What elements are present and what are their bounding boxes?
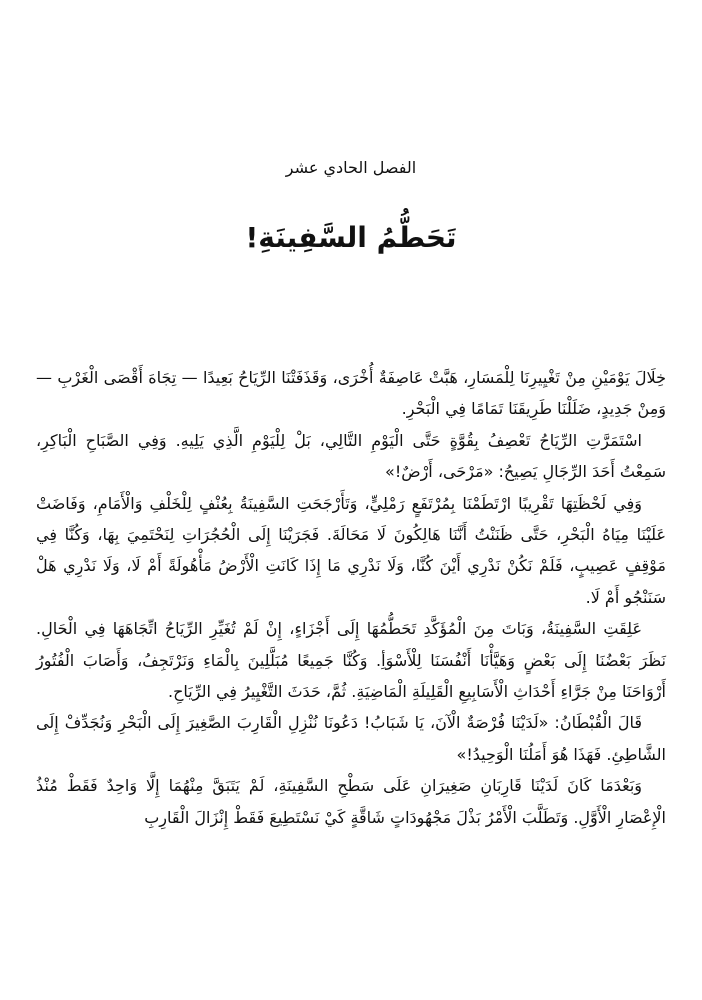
paragraph: قَالَ الْقُبْطَانُ: «لَدَيْنَا فُرْصَةٌ الْآنَ، يَا شَبَابُ! دَعُونَا نُنْزِلِ الْقَارِبَ الصَّغِيرَ إِلَى الْبَحْرِ وَنُجَدِّفْ إِلَى الشَّاطِئِ. فَهَذَا هُوَ أَمَلُنَا الْوَحِيدُ!»	[36, 713, 666, 764]
chapter-label: الفصل الحادي عشر	[285, 158, 417, 177]
chapter-title: تَحَطُّمُ السَّفِينَةِ!	[245, 221, 457, 254]
paragraph: وَفِي لَحْظَتِهَا تَقْرِيبًا ارْتَطَمْنَا بِمُرْتَفَعٍ رَمْلِيٍّ، وَتَأَرْجَحَتِ السَّفِينَةُ بِعُنْفٍ لِلْخَلْفِ وَالْأَمَامِ، وَفَاضَتْ عَلَيْنَا مِيَاهُ الْبَحْرِ، حَتَّى ظَنَنْتُ أَنَّنَا هَالِكُونَ لَا مَحَالَةَ. فَجَرَيْنَا إِلَى الْحُجُرَاتِ لِنَحْتَمِيَ بِهَا، وَكُنَّا فِي مَوْقِفٍ عَصِيبٍ، فَلَمْ نَكُنْ نَدْرِي أَيْنَ كُنَّا، وَلَا نَدْرِي مَا إِذَا كَانَتِ الْأَرْضُ مَأْهُولَةً أَمْ لَا، وَلَا نَدْرِي هَلْ سَنَنْجُو أَمْ لَا.	[36, 493, 666, 607]
paragraph: وَبَعْدَمَا كَانَ لَدَيْنَا قَارِبَانِ صَغِيرَانِ عَلَى سَطْحِ السَّفِينَةِ، لَمْ يَتَبَقَّ مِنْهُمَا إِلَّا وَاحِدٌ فَقَطْ مُنْذُ الْإِعْصَارِ الْأَوَّلِ. وَتَطَلَّبَ الْأَمْرُ بَذْلَ مَجْهُودَاتٍ شَاقَّةٍ كَيْ نَسْتَطِيعَ فَقَطْ إِنْزَالَ الْقَارِبِ	[36, 776, 666, 827]
paragraph: خِلَالَ يَوْمَيْنِ مِنْ تَغْيِيرِنَا لِلْمَسَارِ، هَبَّتْ عَاصِفَةٌ أُخْرَى، وَقَذَفَتْنَا الرِّيَاحُ بَعِيدًا — تِجَاهَ أَقْصَى الْغَرْبِ — وَمِنْ جَدِيدٍ، ضَلَلْنَا طَرِيقَنَا تَمَامًا فِي الْبَحْرِ.	[36, 368, 666, 419]
paragraph: عَلِقَتِ السَّفِينَةُ، وَبَاتَ مِنَ الْمُؤَكَّدِ تَحَطُّمُهَا إِلَى أَجْزَاءٍ، إِنْ لَمْ تُغَيِّرِ الرِّيَاحُ اتِّجَاهَهَا فِي الْحَالِ. نَظَرَ بَعْضُنَا إِلَى بَعْضٍ وَهَيَّأْنَا أَنْفُسَنَا لِلْأَسْوَأِ. وَكُنَّا جَمِيعًا مُبَلَّلِينَ بِالْمَاءِ وَنَرْتَجِفُ، وَأَصَابَ الْفُتُورُ أَرْوَاحَنَا مِنْ جَرَّاءِ أَحْدَاثِ الْأَسَابِيعِ الْقَلِيلَةِ الْمَاضِيَةِ. ثُمَّ، حَدَثَ التَّغْيِيرُ فِي الرِّيَاحِ.	[36, 619, 666, 702]
paragraph: اسْتَمَرَّتِ الرِّيَاحُ تَعْصِفُ بِقُوَّةٍ حَتَّى الْيَوْمِ التَّالِي، بَلْ لِلْيَوْمِ الَّذِي يَلِيهِ. وَفِي الصَّبَاحِ الْبَاكِرِ، سَمِعْتُ أَحَدَ الرِّجَالِ يَصِيحُ: «مَرْحَى، أَرْضٌ!»	[36, 430, 666, 482]
chapter-body	[36, 362, 666, 833]
